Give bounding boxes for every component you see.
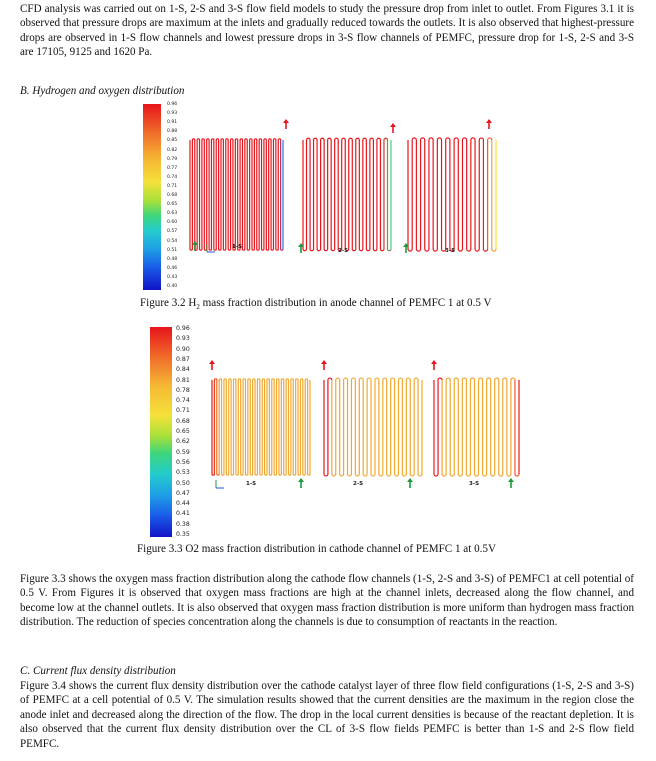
figure2-serpentine-3s [434, 378, 519, 476]
figure2-scale-tick: 0.68 [176, 417, 190, 425]
figure1-label-2s: 2-S [338, 248, 349, 254]
figure2-color-scale [150, 327, 200, 542]
figure1-caption: Figure 3.2 $H_2$ mass fraction distribution in anode channel of PEMFC 1 at 0.5 V [140, 297, 492, 312]
figure2-inlet-arrow-3s [431, 360, 437, 370]
figure2-label-1s: 1-S [246, 481, 257, 487]
figure2-scale-tick: 0.38 [176, 520, 190, 528]
figure2-scale-tick: 0.78 [176, 386, 190, 394]
figure2-scale-tick: 0.74 [176, 397, 190, 405]
figure1-scale-tick: 0.54 [167, 238, 178, 244]
figure2-scale-tick: 0.87 [176, 355, 190, 363]
figure2-scale-tick: 0.41 [176, 510, 190, 518]
figure2-scale-tick: 0.35 [176, 531, 190, 538]
figure2-outlet-arrow-2s [407, 478, 413, 488]
figure1-scale-bar [143, 104, 161, 290]
figure2-inlet-arrow-1s [209, 360, 215, 370]
figure2-scale-tick: 0.96 [176, 325, 190, 332]
figure1-scale-tick: 0.71 [167, 183, 178, 189]
figure2-scale-tick: 0.53 [176, 469, 190, 477]
figure1-scale-tick: 0.40 [167, 284, 178, 289]
figure2-caption: Figure 3.3 O2 mass fraction distribution in cathode channel of PEMFC 1 at 0.5V [137, 543, 496, 555]
figure1-scale-tick: 0.77 [167, 165, 178, 171]
figure1-scale-tick: 0.96 [167, 102, 178, 107]
figure1-color-scale [143, 104, 179, 294]
paragraph-pressure-drop: CFD analysis was carried out on 1-S, 2-S and 3-S flow field models to study the pressure drop from inlet to outlet. From Figures 3.1 it is observed that pressure drops are maximum at the inlets and gradually reduced towards the outlets. It is also observed that highest-pressure drops are observed in 1-S flow channels and lowest pressure drops in 3-S flow channels of PEMFC, pressure drop for 1-S, 2-S and 3-S are 17105, 9125 and 1620 Pa. [20, 3, 634, 59]
figure1-label-1s: 1-S [232, 244, 243, 250]
figure2-scale-tick: 0.47 [176, 489, 190, 497]
figure1-scale-tick: 0.82 [167, 147, 178, 153]
figure2-scale-tick: 0.65 [176, 428, 190, 435]
figure2-inlet-arrow-2s [321, 360, 327, 370]
figure1-scale-tick: 0.79 [167, 156, 178, 162]
figure1-outlet-arrow-3s [486, 119, 492, 129]
figure1-serpentine-3s [408, 138, 496, 251]
figure2-axis-triad [216, 480, 224, 488]
section-heading-b: B. Hydrogen and oxygen distribution [20, 85, 185, 97]
figure2-serpentine-2s [324, 378, 422, 476]
figure2-scale-tick: 0.59 [176, 448, 190, 456]
figure1-scale-tick: 0.68 [167, 193, 178, 198]
figure1-outlet-arrow-2s [390, 123, 396, 133]
figure1-scale-tick: 0.63 [167, 211, 178, 217]
figure1-scale-tick: 0.65 [167, 202, 178, 208]
figure2-scale-tick: 0.71 [176, 407, 190, 415]
figure1-flow-fields [185, 112, 505, 262]
figure2-scale-tick: 0.90 [176, 345, 190, 353]
figure2-scale-tick: 0.81 [176, 376, 190, 384]
figure1-serpentine-2s [303, 138, 391, 251]
figure1-outlet-arrow-1s [283, 119, 289, 129]
figure2-label-3s: 3-S [469, 481, 480, 487]
figure2-scale-tick: 0.84 [176, 366, 190, 374]
figure2-scale-tick: 0.62 [176, 438, 190, 446]
figure2-outlet-arrow-1s [298, 478, 304, 488]
figure1-scale-tick: 0.43 [167, 274, 178, 280]
figure2-label-2s: 2-S [353, 481, 364, 487]
figure1-scale-tick: 0.74 [167, 174, 178, 180]
paragraph-oxygen-distribution: Figure 3.3 shows the oxygen mass fraction distribution along the cathode flow channels (1-S, 2-S and 3-S) of PEMFC1 at cell potential of 0.5 V. From Figures it is observed that oxygen mass fractions are high at the channel inlets, decreased along the flow channel, and become low at the channel outlets. It is also observed that oxygen mass fraction distribution is more uniform than hydrogen mass fraction distribution. The reduction of species concentration along the channels is due to consumption of reactants in the reaction. [20, 573, 634, 629]
section-heading-c: C. Current flux density distribution [20, 665, 176, 677]
figure1-scale-tick: 0.93 [167, 111, 178, 117]
figure1-scale-tick: 0.46 [167, 265, 178, 271]
paragraph-current-flux: Figure 3.4 shows the current flux density distribution over the cathode catalyst layer of three flow field configurations (1-S, 2-S and 3-S) of PEMFC at a cell potential of 0.5 V. The simulation results showed that the current densities are the maximum in the region close the anode inlet and decreased along the direction of the flow. The drop in the local current densities is because of the reactant depletion. It is also observed that the current flux density distribution over the CL of 3-S flow fields PEMFC is better than 1-S and 2-S flow field PEMFC. [20, 680, 634, 750]
figure2-outlet-arrow-3s [508, 478, 514, 488]
figure2-scale-tick: 0.93 [176, 335, 190, 343]
figure2-scale-tick: 0.50 [176, 479, 190, 487]
figure1-scale-tick: 0.60 [167, 220, 178, 226]
figure1-scale-tick: 0.85 [167, 138, 178, 144]
figure2-scale-bar [150, 327, 172, 537]
figure1-scale-tick: 0.51 [167, 247, 178, 253]
figure1-scale-tick: 0.88 [167, 129, 178, 135]
figure1-label-3s: 3-S [445, 248, 456, 254]
figure2-serpentine-1s [212, 379, 310, 475]
figure2-scale-tick: 0.44 [176, 500, 190, 508]
figure1-scale-tick: 0.48 [167, 256, 178, 262]
figure1-serpentine-1s [190, 139, 283, 250]
figure1-scale-tick: 0.57 [167, 229, 178, 235]
figure2-scale-tick: 0.56 [176, 458, 190, 466]
figure1-scale-tick: 0.91 [167, 120, 178, 126]
